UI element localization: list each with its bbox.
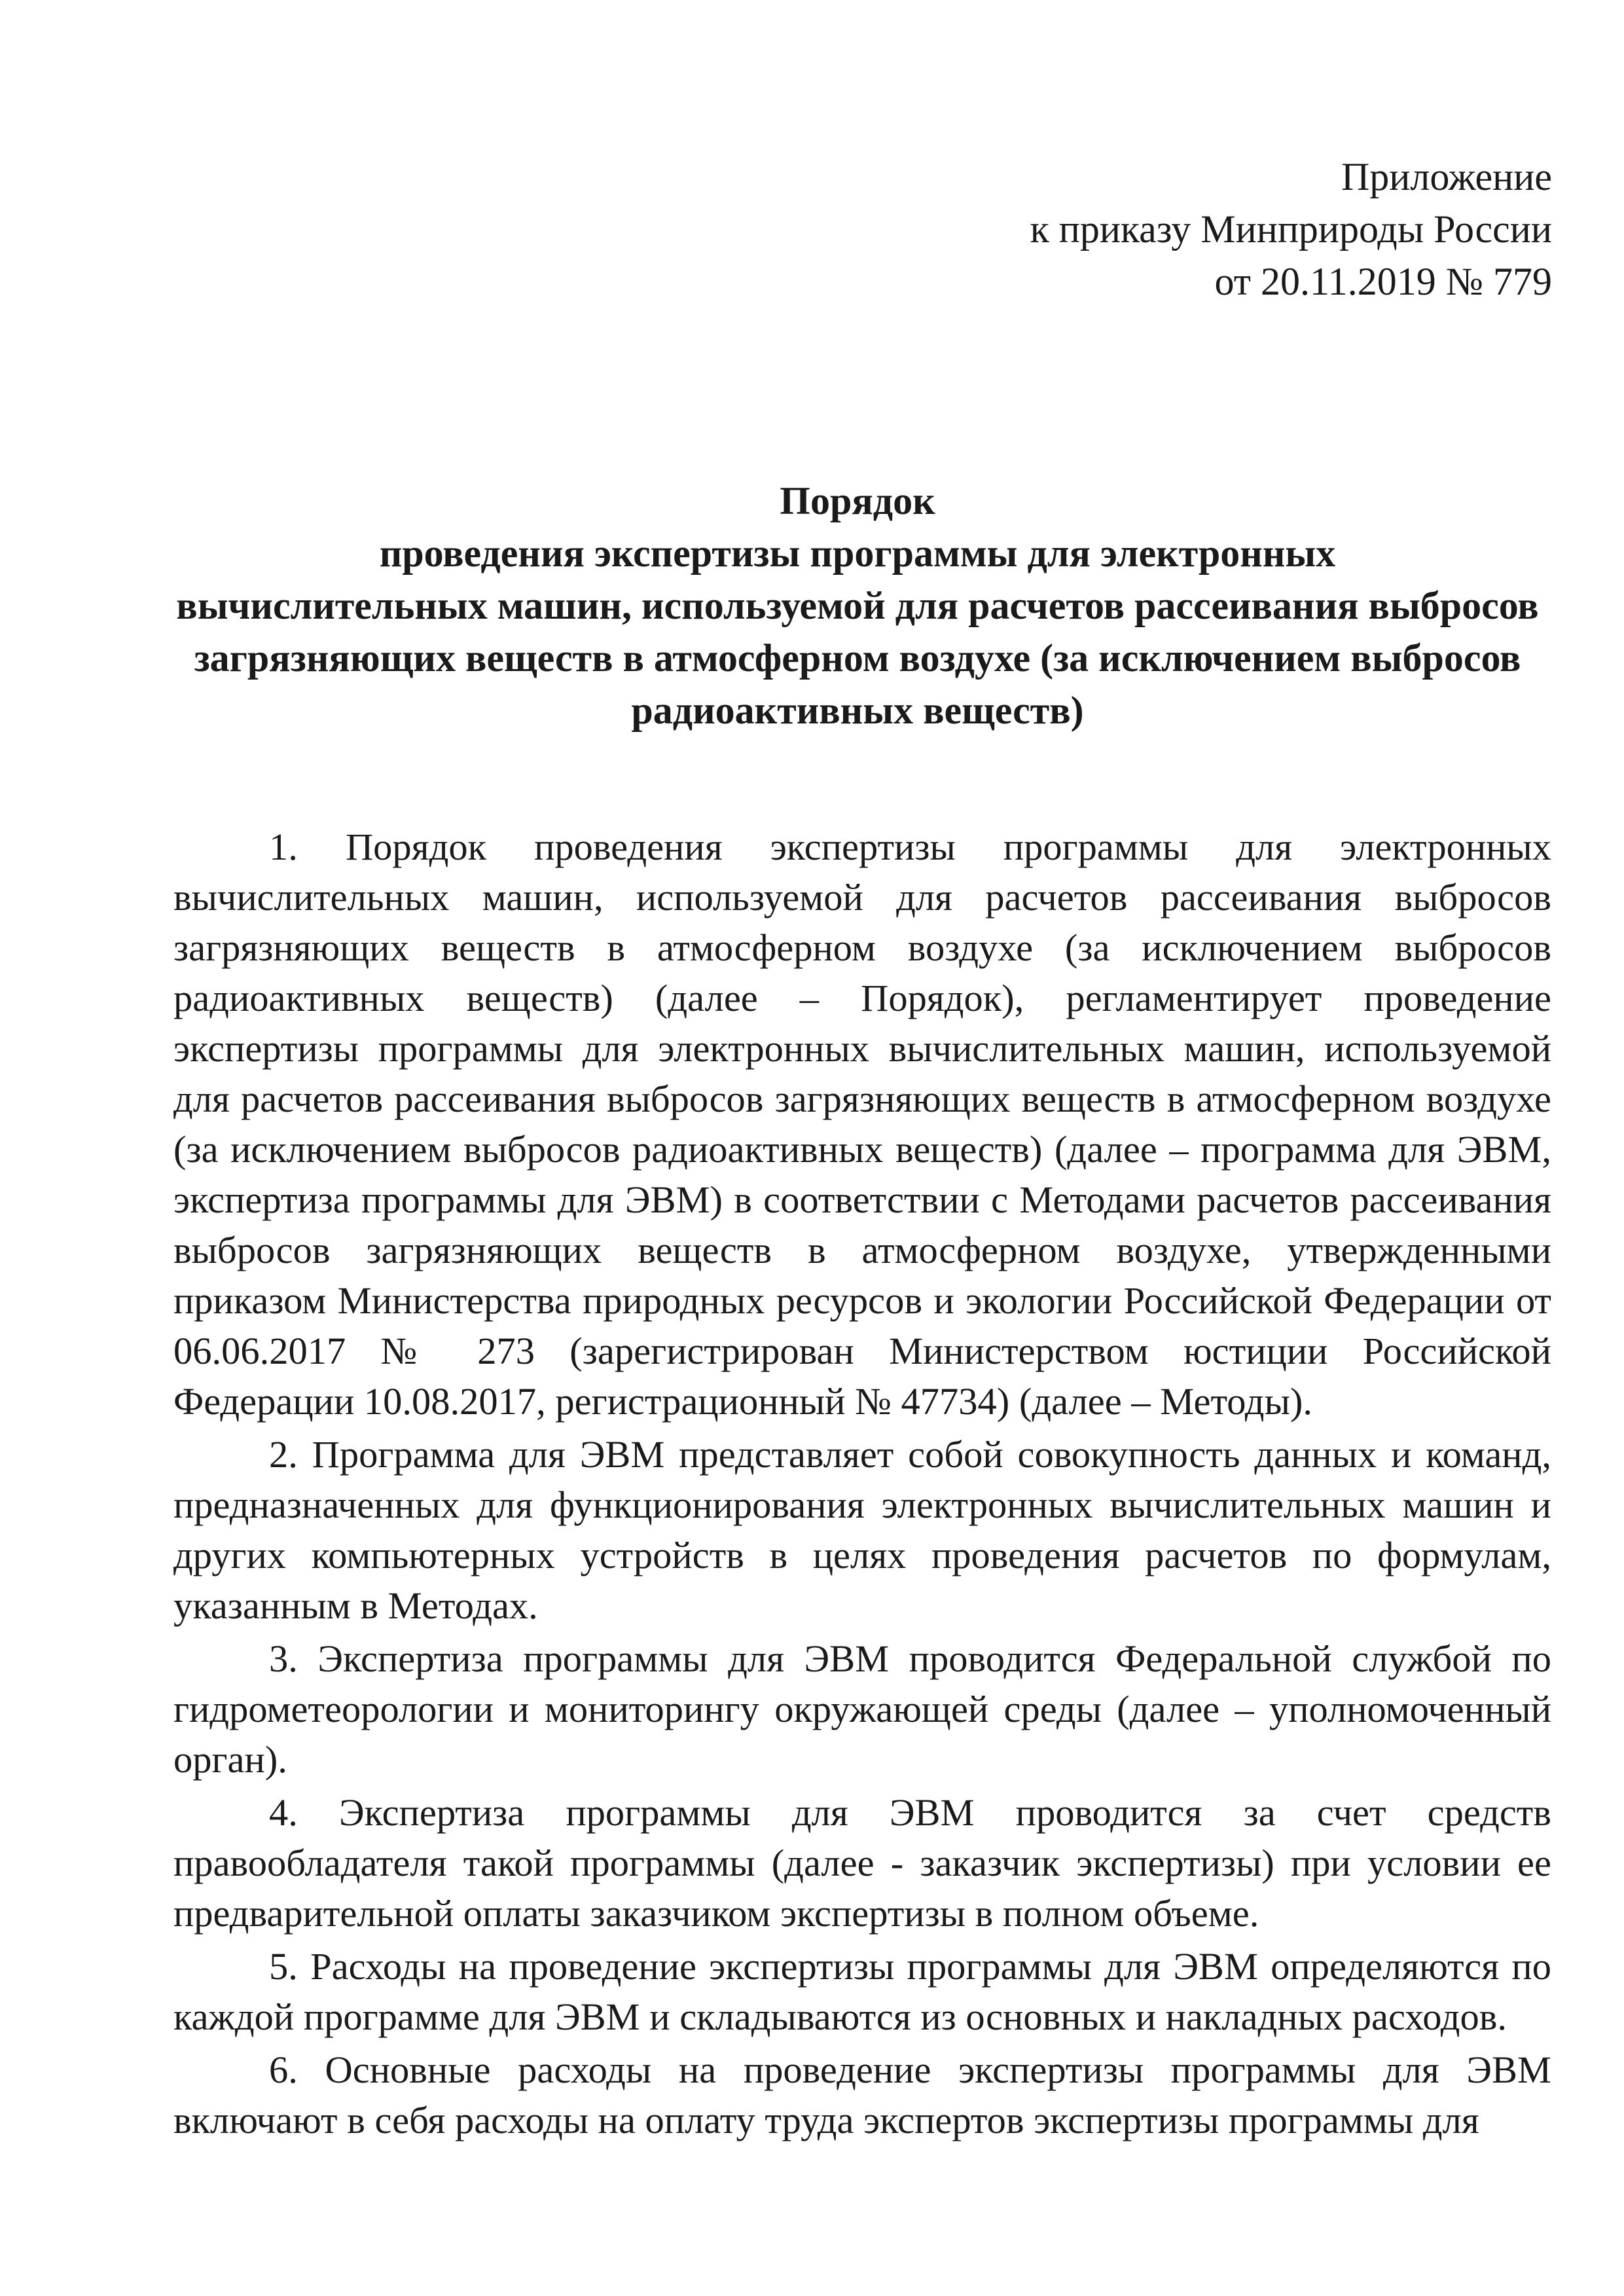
document-body: [173, 822, 1551, 2145]
title-line-3: вычислительных машин, используемой для расчетов рассеивания выбросов: [176, 584, 1539, 627]
paragraph-5: 5. Расходы на проведение экспертизы программы для ЭВМ определяются по каждой программе для ЭВМ и складываются из основных и накладных расходов.: [173, 1945, 1551, 2038]
paragraph-1: 1. Порядок проведения экспертизы программы для электронных вычислительных машин, используемой для расчетов рассеивания выбросов загрязняющих веществ в атмосферном воздухе (за исключением выбросов радиоактивных веществ) (далее – Порядок), регламентирует проведение экспертизы программы для электронных вычислительных машин, используемой для расчетов рассеивания выбросов загрязняющих веществ в атмосферном воздухе (за исключением выбросов радиоактивных веществ) (далее – программа для ЭВМ, экспертиза программы для ЭВМ) в соответствии с Методами расчетов рассеивания выбросов загрязняющих веществ в атмосферном воздухе, утвержденными приказом Министерства природных ресурсов и экологии Российской Федерации от 06.06.2017 № 273 (зарегистрирован Министерством юстиции Российской Федерации 10.08.2017, регистрационный № 47734) (далее – Методы).: [173, 826, 1551, 1423]
document-title: [164, 475, 1551, 737]
order-reference: к приказу Минприроды России: [1030, 208, 1552, 251]
appendix-header: [1030, 151, 1552, 308]
paragraph-2: 2. Программа для ЭВМ представляет собой совокупность данных и команд, предназначенных для функционирования электронных вычислительных машин и других компьютерных устройств в целях проведения расчетов по формулам, указанным в Методах.: [173, 1433, 1551, 1627]
title-line-1: Порядок: [780, 479, 935, 522]
paragraph-3: 3. Экспертиза программы для ЭВМ проводится Федеральной службой по гидрометеорологии и мониторингу окружающей среды (далее – уполномоченный орган).: [173, 1637, 1551, 1781]
title-line-5: радиоактивных веществ): [631, 689, 1084, 732]
appendix-label: Приложение: [1341, 155, 1552, 198]
order-date-number: от 20.11.2019 № 779: [1214, 260, 1552, 303]
title-line-4: загрязняющих веществ в атмосферном воздухе (за исключением выбросов: [194, 636, 1521, 680]
paragraph-4: 4. Экспертиза программы для ЭВМ проводится за счет средств правообладателя такой программы (далее - заказчик экспертизы) при условии ее предварительной оплаты заказчиком экспертизы в полном объеме.: [173, 1791, 1551, 1935]
title-line-2: проведения экспертизы программы для электронных: [379, 532, 1336, 575]
paragraph-6: 6. Основные расходы на проведение экспертизы программы для ЭВМ включают в себя расходы на оплату труда экспертов экспертизы программы для: [173, 2049, 1551, 2141]
